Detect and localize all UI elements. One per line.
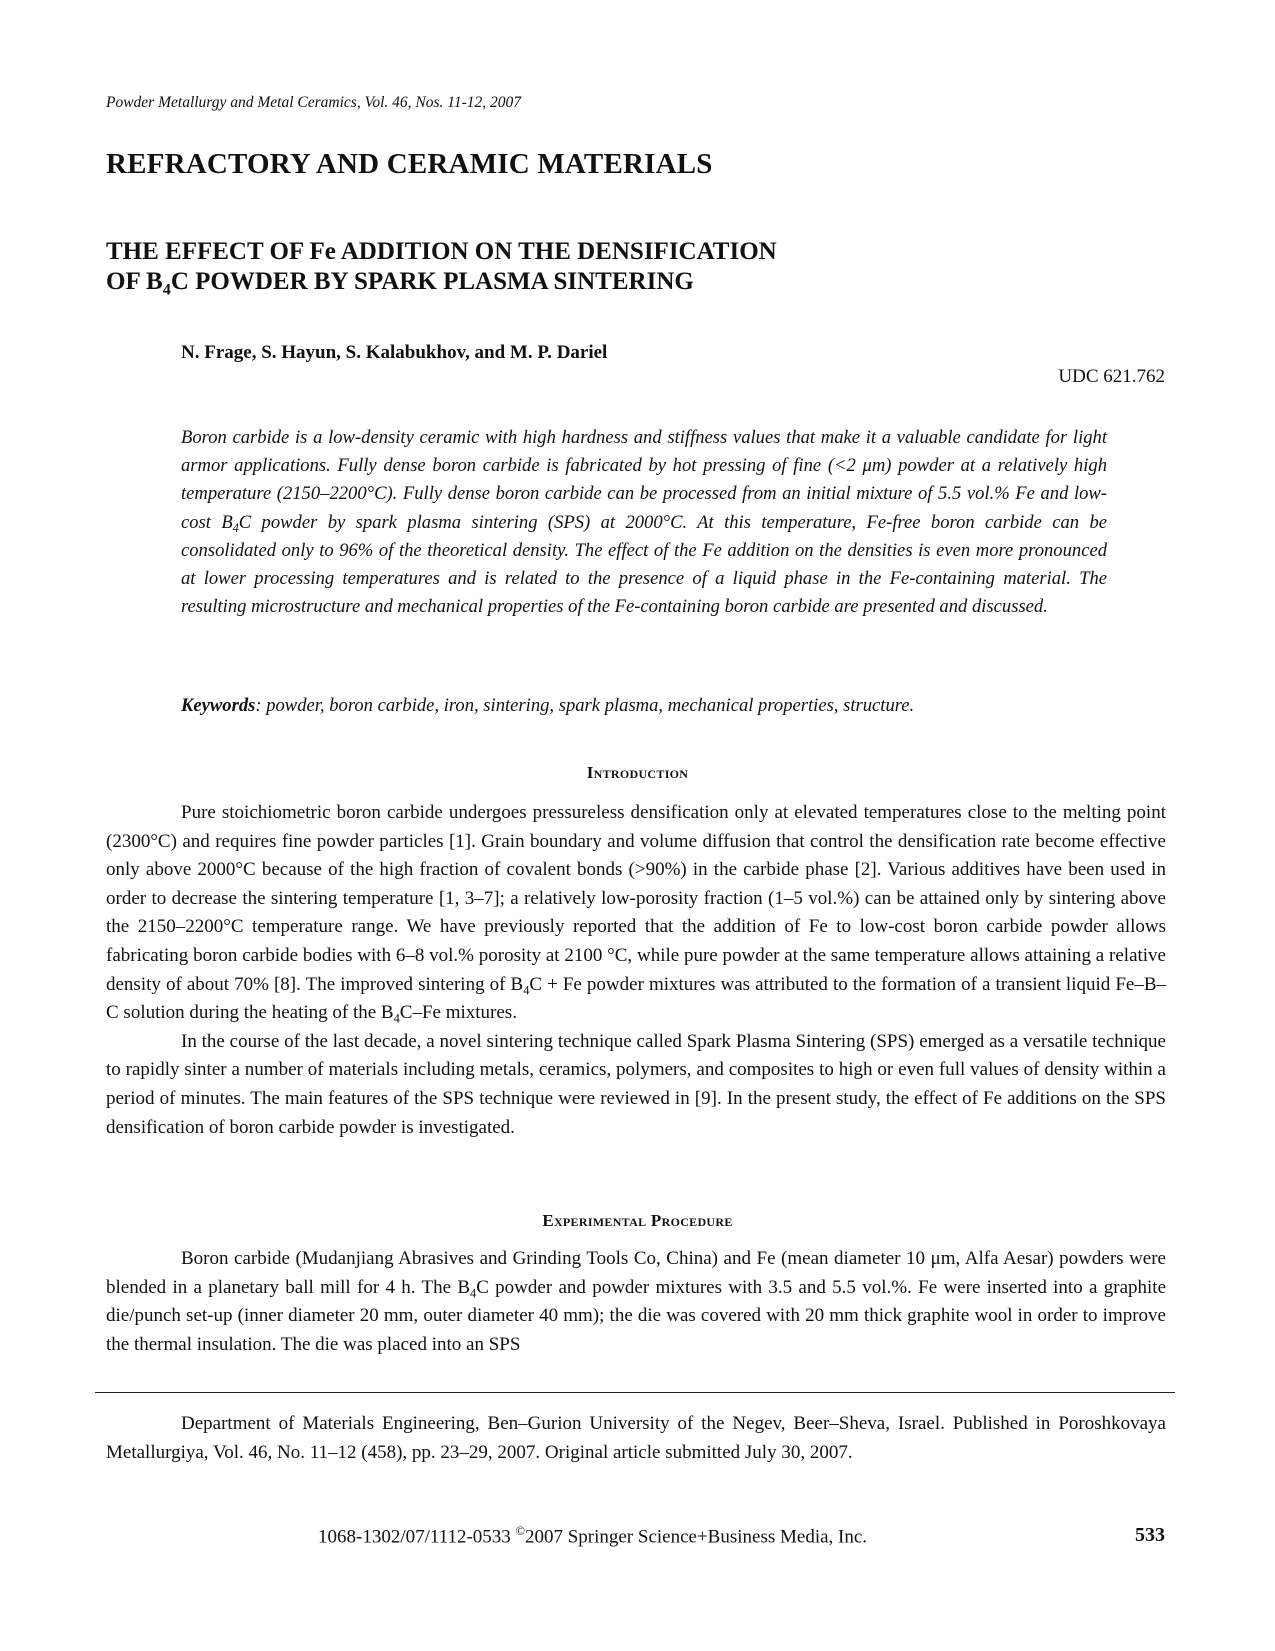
- section-banner: REFRACTORY AND CERAMIC MATERIALS: [106, 148, 713, 180]
- abstract-part-2: C powder by spark plasma sintering (SPS) at 2000°C. At this temperature, Fe-free boron carbide can be consolidated only to 96% of the theoretical density. The effect of the Fe addition on the densities is even more pronounced at lower processing temperatures and is related to the presence of a liquid phase in the Fe-containing material. The resulting microstructure and mechanical properties of the Fe-containing boron carbide are presented and discussed.: [181, 511, 1107, 618]
- heading-experimental-procedure: Experimental Procedure: [542, 1211, 733, 1230]
- article-title: [106, 237, 777, 297]
- keywords-text: : powder, boron carbide, iron, sintering, spark plasma, mechanical properties, structure.: [255, 695, 915, 716]
- experimental-paragraph-1: [106, 1245, 1166, 1359]
- title-subscript: 4: [162, 280, 171, 299]
- author-list: N. Frage, S. Hayun, S. Kalabukhov, and M. P. Dariel: [181, 342, 608, 363]
- intro-p1-text-b: C + Fe powder mixtures was attributed to the formation of a transient liquid Fe–B–C solution during the heating of the B: [106, 973, 1166, 1024]
- introduction-paragraph-2: In the course of the last decade, a novel sintering technique called Spark Plasma Sintering (SPS) emerged as a versatile technique to rapidly sinter a number of materials including metals, ceramics, polymers, and composites to high or even full values of density within a period of minutes. The main features of the SPS technique were reviewed in [9]. In the present study, the effect of Fe additions on the SPS densification of boron carbide powder is investigated.: [106, 1030, 1166, 1138]
- keywords-label: Keywords: [181, 695, 256, 716]
- copyright-issn: 1068-1302/07/1112-0533: [318, 1526, 516, 1548]
- intro-p1-subscript-1: 4: [523, 982, 530, 997]
- page-number: 533: [1135, 1524, 1165, 1546]
- abstract-part-1: Boron carbide is a low-density ceramic with high hardness and stiffness values that make it a valuable candidate for light armor applications. Fully dense boron carbide is fabricated by hot pressing of fine (<2 μm) powder at a relatively high temperature (2150–2200°C). Fully dense boron carbide can be processed from an initial mixture of 5.5 vol.% Fe and low-cost B: [181, 427, 1107, 533]
- introduction-paragraph-1: [106, 799, 1166, 1028]
- exp-p1-text-b: C powder and powder mixtures with 3.5 and 5.5 vol.%. Fe were inserted into a graphite die/punch set-up (inner diameter 20 mm, outer diameter 40 mm); the die was covered with 20 mm thick graphite wool in order to improve the thermal insulation. The die was placed into an SPS: [106, 1276, 1166, 1355]
- exp-p1-subscript: 4: [470, 1285, 477, 1300]
- footnote: [106, 1409, 1166, 1467]
- keywords: [181, 695, 1107, 717]
- title-line-2-pre: OF B: [106, 268, 163, 295]
- udc-code: UDC 621.762: [1058, 366, 1165, 387]
- running-head: Powder Metallurgy and Metal Ceramics, Vol. 46, Nos. 11-12, 2007: [106, 94, 522, 111]
- copyright-symbol: ©: [515, 1524, 525, 1538]
- intro-p1-text-c: C–Fe mixtures.: [399, 1002, 517, 1024]
- abstract: [181, 424, 1107, 621]
- title-line-1: THE EFFECT OF Fe ADDITION ON THE DENSIFICATION: [106, 238, 777, 265]
- intro-p1-subscript-2: 4: [393, 1011, 400, 1026]
- copyright-line: [318, 1524, 867, 1548]
- intro-p1-text-a: Pure stoichiometric boron carbide undergoes pressureless densification only at elevated temperatures close to the melting point (2300°C) and requires fine powder particles [1]. Grain boundary and volume diffusion that control the densification rate become effective only above 2000°C because of the high fraction of covalent bonds (>90%) in the carbide phase [2]. Various additives have been used in order to decrease the sintering temperature [1, 3–7]; a relatively low-porosity fraction (1–5 vol.%) can be attained only by sintering above the 2150–2200°C temperature range. We have previously reported that the addition of Fe to low-cost boron carbide powder allows fabricating boron carbide bodies with 6–8 vol.% porosity at 2100 °C, while pure powder at the same temperature allows attaining a relative density of about 70% [8]. The improved sintering of B: [106, 802, 1166, 995]
- exp-p1-text-a: Boron carbide (Mudanjiang Abrasives and Grinding Tools Co, China) and Fe (mean diameter 10 μm, Alfa Aesar) powders were blended in a planetary ball mill for 4 h. The B: [106, 1248, 1166, 1298]
- heading-introduction: Introduction: [586, 763, 689, 782]
- footnote-text: Department of Materials Engineering, Ben–Gurion University of the Negev, Beer–Sheva, Israel. Published in Poroshkovaya Metallurgiya, Vol. 46, No. 11–12 (458), pp. 23–29, 2007. Original article submitted July 30, 2007.: [106, 1413, 1166, 1463]
- abstract-subscript: 4: [232, 520, 239, 535]
- copyright-publisher: 2007 Springer Science+Business Media, Inc.: [524, 1526, 868, 1548]
- footnote-divider: [95, 1392, 1175, 1393]
- title-line-2-post: C POWDER BY SPARK PLASMA SINTERING: [170, 268, 694, 295]
- introduction-body: [106, 799, 1166, 1142]
- experimental-body: [106, 1245, 1166, 1359]
